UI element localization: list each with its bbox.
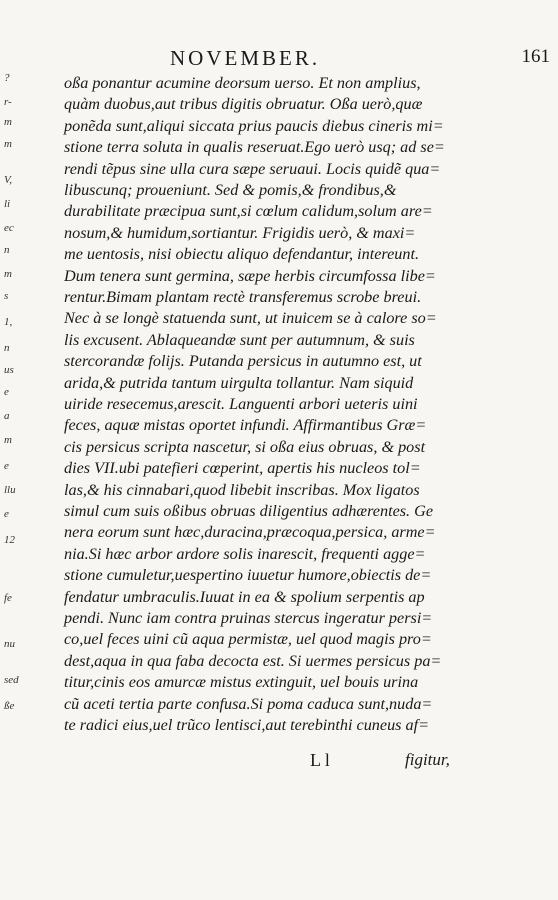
text-line: rentur.Bimam plantam rectè transferemus scrobe breui. (64, 288, 422, 306)
text-line: feces, aquæ mistas oportet infundi. Affirmantibus Græ= (64, 416, 427, 435)
margin-fragment: m (4, 116, 12, 128)
text-line: Nec à se longè statuenda sunt, ut inuicem se à calore so= (64, 309, 437, 328)
text-line: stione cumuletur,uespertino iuuetur humore,obiectis de= (64, 566, 432, 585)
text-line: stercorandæ folijs. Putanda persicus in autumno est, ut (64, 352, 422, 371)
text-line: libuscunq; proueniunt. Sed & pomis,& frondibus,& (64, 181, 397, 199)
text-line: fendatur umbraculis.Iuuat in ea & spolium serpentis ap (64, 587, 425, 606)
margin-fragment: n (4, 244, 10, 256)
margin-fragment: li (4, 198, 11, 210)
text-line: stione terra soluta in qualis reseruat.Ego uerò usq; ad se= (64, 138, 445, 157)
page-header (0, 46, 558, 72)
page-footer (0, 750, 558, 776)
margin-fragment: n (4, 342, 10, 354)
text-line: nosum,& humidum,sortiantur. Frigidis uerò, & maxi= (64, 223, 416, 242)
margin-fragment: ße (4, 700, 15, 712)
margin-fragment: us (4, 364, 14, 376)
catchword: figitur, (405, 750, 450, 769)
margin-fragment: nu (4, 638, 15, 650)
text-line: lis excusent. Ablaqueandæ sunt per autumnum, & suis (64, 330, 415, 349)
margin-fragment: llu (4, 484, 16, 496)
margin-fragment: r- (4, 96, 12, 108)
margin-fragment: sed (4, 674, 19, 686)
margin-fragment: e (4, 508, 9, 520)
margin-fragment: V, (4, 174, 13, 186)
text-line: quàm duobus,aut tribus digitis obruatur. Oßa uerò,quæ (64, 95, 423, 114)
text-line: nia.Si hæc arbor ardore solis inarescit, frequenti agge= (64, 544, 426, 563)
page-number: 161 (521, 46, 550, 67)
text-line: oßa ponantur acumine deorsum uerso. Et non amplius, (64, 74, 421, 92)
signature-mark: L l (310, 750, 330, 770)
text-line: uiride resecemus,arescit. Languenti arbori ueteris uini (64, 395, 418, 413)
text-line: titur,cinis eos amurcæ mistus extinguit, uel bouis urina (64, 673, 419, 692)
text-line: cis persicus scripta nascetur, si oßa eius obruas, & post (64, 437, 426, 456)
text-line: te radici eius,uel trũco lentisci,aut terebinthi cuneus af= (64, 716, 430, 734)
text-line: simul cum suis oßibus obruas diligentius adhærentes. Ge (64, 502, 434, 520)
margin-fragment: fe (4, 592, 12, 604)
text-line: arida,& putrida tantum uirgulta tollantur. Nam siquid (64, 373, 414, 392)
margin-fragment: m (4, 138, 12, 150)
text-line: rendi tẽpus sine ulla cura sæpe seruaui. Locis quidẽ qua= (64, 159, 441, 178)
running-head: NOVEMBER. (170, 46, 321, 70)
text-line: las,& his cinnabari,quod libebit inscribas. Mox ligatos (64, 480, 420, 499)
text-line: pendi. Nunc iam contra pruinas stercus ingeratur persi= (64, 609, 433, 627)
margin-fragment: ec (4, 222, 14, 234)
text-line: cũ aceti tertia parte confusa.Si poma caduca sunt,nuda= (64, 694, 433, 713)
margin-fragment: e (4, 386, 9, 398)
text-line: me uentosis, nisi obiectu aliquo defendantur, intereunt. (64, 245, 420, 264)
text-line: durabilitate præcipua sunt,si cœlum calidum,solum are= (64, 202, 433, 221)
margin-fragment: m (4, 268, 12, 280)
margin-fragment: e (4, 460, 9, 472)
text-line: Dum tenera sunt germina, sæpe herbis circumfossa libe= (64, 266, 436, 285)
margin-fragment: 1, (4, 316, 13, 328)
text-line: nera eorum sunt hæc,duracina,præcoqua,persica, arme= (64, 523, 436, 542)
text-line: ponẽda sunt,aliqui siccata prius paucis diebus cineris mi= (64, 116, 444, 135)
margin-fragment: a (4, 410, 10, 422)
text-line: dest,aqua in qua faba decocta est. Si uermes persicus pa= (64, 651, 442, 670)
margin-fragment: s (4, 290, 9, 302)
margin-fragment: m (4, 434, 12, 446)
margin-fragment: 12 (4, 534, 15, 546)
text-line: co,uel feces uini cũ aqua permistæ, uel quod magis pro= (64, 630, 432, 649)
margin-fragment: ? (4, 72, 10, 84)
text-line: dies VII.ubi patefieri cœperint, apertis his nucleos tol= (64, 459, 421, 478)
